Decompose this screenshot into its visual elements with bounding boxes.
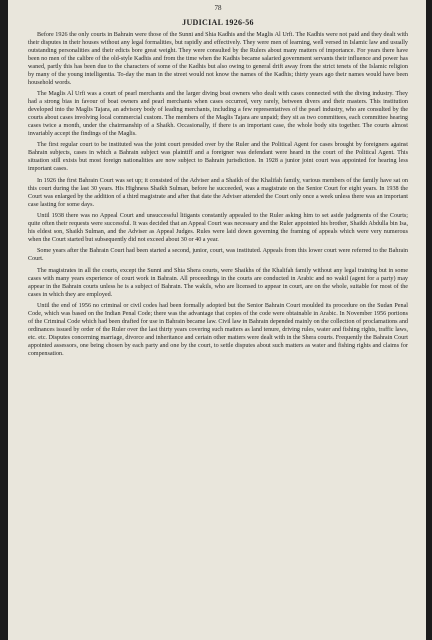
paragraph-appeal-court: Until 1938 there was no Appeal Court and unsuccessful litigants constantly appealed to the Ruler asking him to set aside judgments of the Courts; quite often their requests were successful. It was decided that an Appeal Court was necessary and the Ruler appointed his brother, Shaikh Abdulla bin Isa, his eldest son, Shaikh Sulman, and the Adviser as Appeal Judges. Rules were laid down governing the framing of appeals which were very numerous when the Court started but subsequently did not exceed about 30 or 40 a year. [28, 213, 408, 243]
paragraph-bahrain-court: In 1926 the first Bahrain Court was set up; it consisted of the Adviser and a Shaikh of the Khalifah family, various members of the family have sat on this court during the last 30 years. His Highness Shaikh Sulman, before he succeeded, was a magistrate on the Senior Court for eight years. In 1938 the Court was enlarged by the addition of a third magistrate and after that date the Adviser attended the Court only once a week unless there was an important case lasting for some days. [28, 177, 408, 208]
paragraph-magistrates: The magistrates in all the courts, except the Sunni and Shia Shera courts, were Shaikhs of the Khalifah family without any legal training but in some cases with many years experience of court work in Bahrain. All proceedings in the courts are conducted in Arabic and no wakil (agent for a party) may appear in the Bahrain courts unless he is a subject of Bahrain. The wakils, who are licensed to appear in court, are on the whole, suitable for most of the cases in which they are employed. [28, 267, 408, 298]
paragraph-codes: Until the end of 1956 no criminal or civil codes had been formally adopted but the Senior Bahrain Court moulded its procedure on the Sudan Penal Code, which was based on the Indian Penal Code; there was the advantage that copies of the code were obtainable in Arabic. In November 1956 portions of the Criminal Code which had been drafted for use in Bahrain became law. Civil law in Bahrain depended mainly on the collection of proclamations and ordinances issued by order of the Ruler over the last thirty years covering such matters as land tenure, driving rules, water and fishing rights, traffic laws, etc. etc. Disputes concerning marriage, divorce and inheritance and certain other matters were dealt with in the Shera courts. Frequently the Bahrain Court appointed assessors, one being chosen by each party and one by the court, to settle disputes about such matters as water and fishing rights and claims for compensation. [28, 303, 408, 357]
document-page [8, 0, 426, 640]
paragraph-joint-court: The first regular court to be instituted was the joint court presided over by the Ruler and the Political Agent for cases brought by foreigners against Bahrain subjects, cases in which a Bahrain subject was plaintiff and a foreigner was defendant were heard in the court of the Political Agent. This situation still exists but most foreign nationalities are now subject to Bahrain jurisdiction. In 1928 a junior joint court was appointed for hearing less important cases. [28, 142, 408, 173]
paragraph-junior-court: Some years after the Bahrain Court had been started a second, junior, court, was instituted. Appeals from this lower court were referred to the Bahrain Court. [28, 248, 408, 263]
page-number: 78 [214, 4, 222, 12]
paragraph-maglis-al-urfi: The Maglis Al Urfi was a court of pearl merchants and the larger diving boat owners who dealt with cases connected with the diving industry. They had a strong bias in favour of boat owners and pearl merchants when cases occurred, very rarely, between divers and their masters. This institution developed into the Maglis Tajara, an advisory body of leading merchants, including a few representatives of the pearl industry, who are consulted by the courts about cases involving local commercial custom. The members of the Maglis Tajara are unpaid; they sit as two committees, each committee hearing cases twice a month, under the chairmanship of a Shaikh. Occasionally, if there is an important case, the whole body sits together. The courts almost invariably accept the findings of the Maglis. [28, 91, 408, 137]
paragraph-kadhis: Before 1926 the only courts in Bahrain were those of the Sunni and Shia Kadhis and the Maglis Al Urfi. The Kadhis were not paid and they dealt with their disputes in their houses without any legal formalities, but rapidly and effectively. They were men of learning, well versed in Islamic law and usually outstanding personalities and their edicts bore great weight. They were consulted by the Rulers about many matters of importance. For years there have been no men of the calibre of the old-style Kadhis and from the time when the Kadhis became salaried government servants their influence and power has waned, partly this has been due to the characters of some of the Kadhis but also owing to general drift away from the strict tenets of the Islamic religion by many of the young intelligentia. To-day the man in the street would not know the names of the Kadhis; thirty years ago their names would have been household words. [28, 32, 408, 86]
section-heading: JUDICIAL 1926-56 [182, 18, 254, 27]
